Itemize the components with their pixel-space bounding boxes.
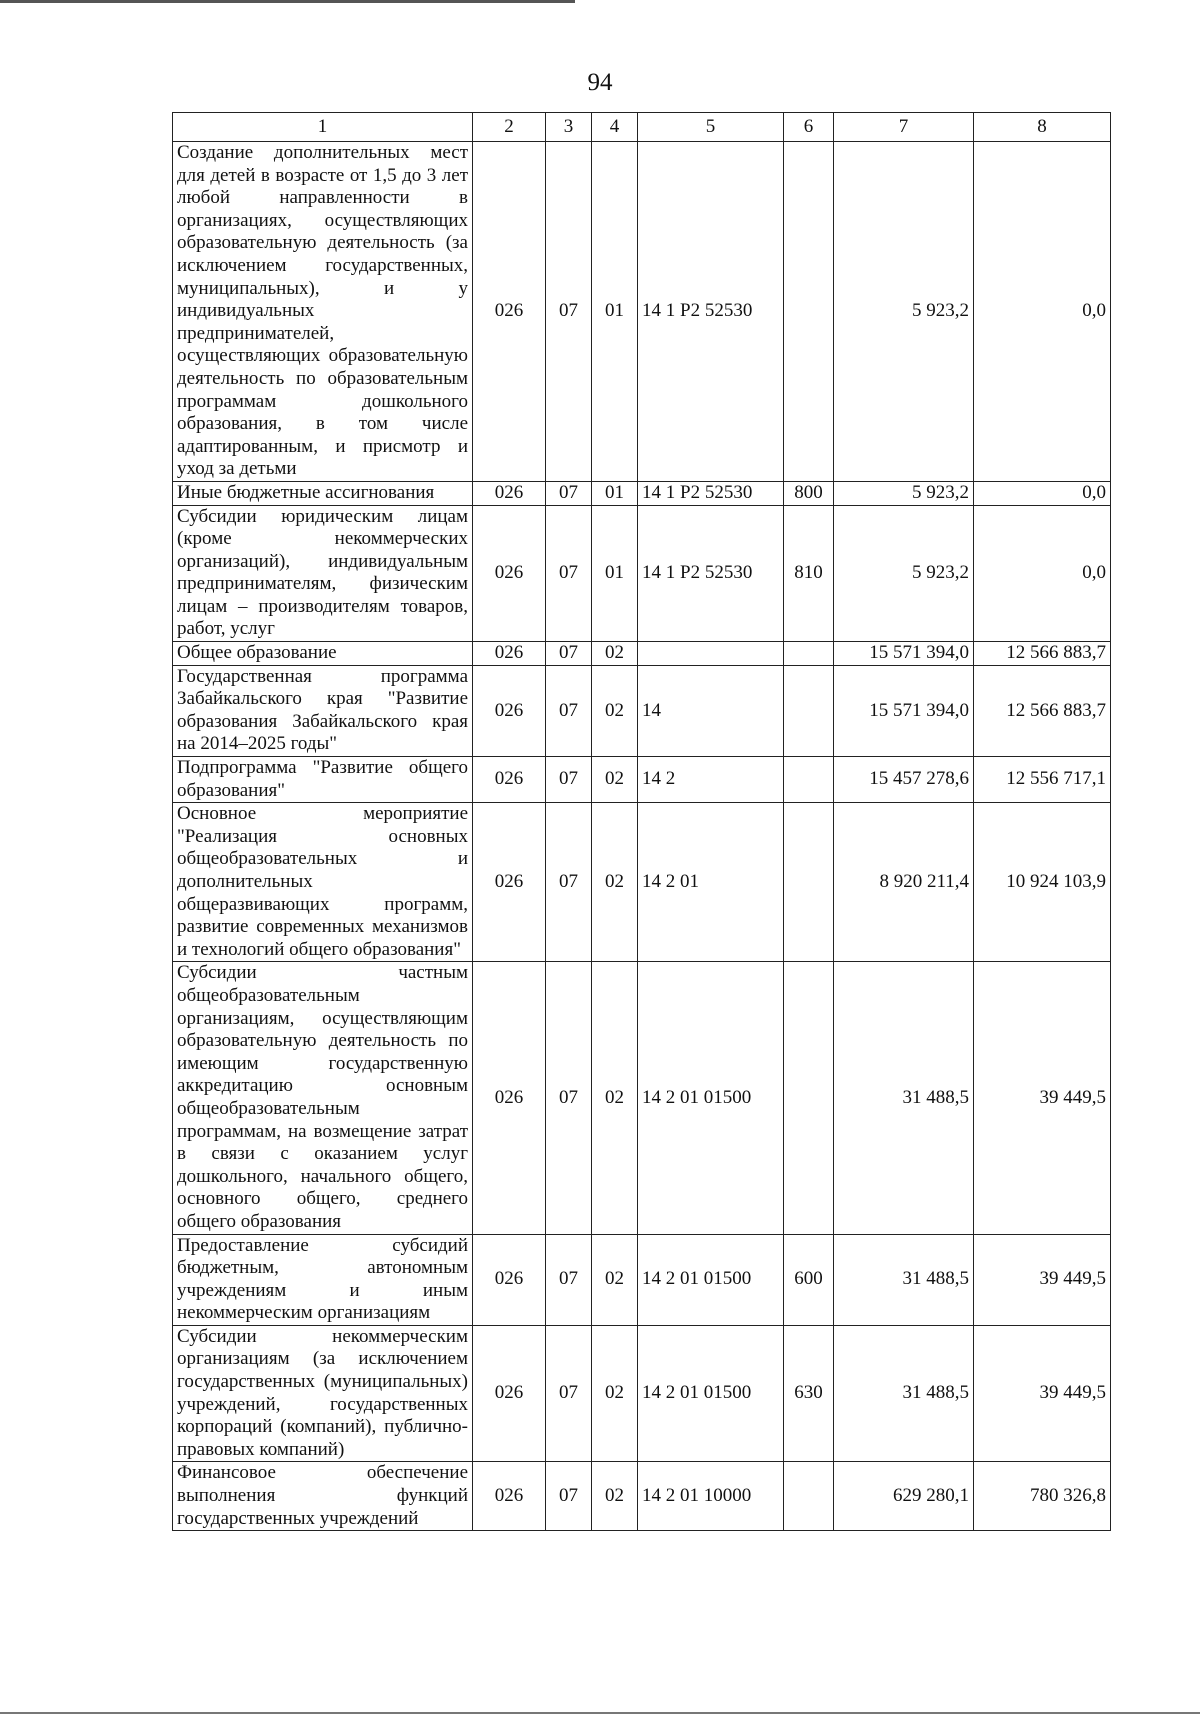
amount-col7-cell: 31 488,5 [834,962,974,1234]
amount-col7-cell: 31 488,5 [834,1234,974,1325]
amount-col7-cell: 15 571 394,0 [834,665,974,756]
column-header: 1 [173,113,473,142]
target-article-cell: 14 2 [638,757,784,803]
table-row [173,642,1111,666]
amount-col7-cell: 15 457 278,6 [834,757,974,803]
amount-col8-cell: 0,0 [974,505,1111,642]
table-row [173,1462,1111,1531]
amount-col7-cell: 629 280,1 [834,1462,974,1531]
target-article-cell [638,642,784,666]
table-row [173,505,1111,642]
budget-table [172,112,1111,1531]
amount-col8-cell: 12 566 883,7 [974,642,1111,666]
subsection-code-cell: 02 [592,1325,638,1462]
table-row [173,665,1111,756]
subsection-code-cell: 01 [592,481,638,505]
scan-bottom-rule [0,1712,1200,1714]
row-name-cell: Финансовое обеспечение выполнения функций государственных учреждений [173,1462,473,1531]
amount-col8-cell: 39 449,5 [974,1325,1111,1462]
column-header: 6 [784,113,834,142]
amount-col8-cell: 780 326,8 [974,1462,1111,1531]
expense-type-cell: 810 [784,505,834,642]
section-code-cell: 07 [546,1234,592,1325]
row-name-cell: Предоставление субсидий бюджетным, автономным учреждениям и иным некоммерческим организациям [173,1234,473,1325]
section-code-cell: 07 [546,1325,592,1462]
section-code-cell: 07 [546,642,592,666]
ministry-code-cell: 026 [473,142,546,482]
subsection-code-cell: 01 [592,142,638,482]
target-article-cell: 14 [638,665,784,756]
amount-col8-cell: 0,0 [974,142,1111,482]
section-code-cell: 07 [546,962,592,1234]
expense-type-cell: 800 [784,481,834,505]
ministry-code-cell: 026 [473,1234,546,1325]
column-header: 7 [834,113,974,142]
page-number: 94 [587,69,613,96]
target-article-cell: 14 2 01 01500 [638,1234,784,1325]
ministry-code-cell: 026 [473,1462,546,1531]
table-row [173,803,1111,962]
ministry-code-cell: 026 [473,642,546,666]
amount-col8-cell: 39 449,5 [974,1234,1111,1325]
column-header: 8 [974,113,1111,142]
amount-col8-cell: 12 566 883,7 [974,665,1111,756]
table-row [173,481,1111,505]
ministry-code-cell: 026 [473,665,546,756]
subsection-code-cell: 02 [592,1234,638,1325]
amount-col8-cell: 10 924 103,9 [974,803,1111,962]
amount-col8-cell: 12 556 717,1 [974,757,1111,803]
amount-col7-cell: 5 923,2 [834,481,974,505]
expense-type-cell: 600 [784,1234,834,1325]
subsection-code-cell: 02 [592,803,638,962]
table-row [173,962,1111,1234]
subsection-code-cell: 02 [592,665,638,756]
amount-col7-cell: 5 923,2 [834,142,974,482]
row-name-cell: Общее образование [173,642,473,666]
row-name-cell: Субсидии некоммерческим организациям (за исключением государственных (муниципальных) учреждений, государственных корпораций (компаний), публично-правовых компаний) [173,1325,473,1462]
column-header: 3 [546,113,592,142]
expense-type-cell [784,1462,834,1531]
amount-col8-cell: 39 449,5 [974,962,1111,1234]
expense-type-cell [784,803,834,962]
section-code-cell: 07 [546,803,592,962]
amount-col7-cell: 31 488,5 [834,1325,974,1462]
subsection-code-cell: 02 [592,1462,638,1531]
ministry-code-cell: 026 [473,1325,546,1462]
target-article-cell: 14 2 01 01500 [638,1325,784,1462]
section-code-cell: 07 [546,481,592,505]
table-row [173,1325,1111,1462]
column-header: 4 [592,113,638,142]
expense-type-cell [784,757,834,803]
target-article-cell: 14 1 Р2 52530 [638,142,784,482]
expense-type-cell [784,665,834,756]
row-name-cell: Иные бюджетные ассигнования [173,481,473,505]
row-name-cell: Подпрограмма "Развитие общего образования" [173,757,473,803]
row-name-cell: Субсидии юридическим лицам (кроме некоммерческих организаций), индивидуальным предпринимателям, физическим лицам – производителям товаров, работ, услуг [173,505,473,642]
section-code-cell: 07 [546,142,592,482]
row-name-cell: Государственная программа Забайкальского края "Развитие образования Забайкальского края на 2014–2025 годы" [173,665,473,756]
column-header: 2 [473,113,546,142]
ministry-code-cell: 026 [473,481,546,505]
ministry-code-cell: 026 [473,803,546,962]
subsection-code-cell: 02 [592,642,638,666]
row-name-cell: Основное мероприятие "Реализация основных общеобразовательных и дополнительных общеразвивающих программ, развитие современных механизмов и технологий общего образования" [173,803,473,962]
ministry-code-cell: 026 [473,962,546,1234]
amount-col7-cell: 8 920 211,4 [834,803,974,962]
table-row [173,142,1111,482]
expense-type-cell: 630 [784,1325,834,1462]
amount-col7-cell: 5 923,2 [834,505,974,642]
scan-top-rule [0,0,575,3]
subsection-code-cell: 02 [592,757,638,803]
amount-col7-cell: 15 571 394,0 [834,642,974,666]
expense-type-cell [784,642,834,666]
subsection-code-cell: 02 [592,962,638,1234]
section-code-cell: 07 [546,505,592,642]
ministry-code-cell: 026 [473,757,546,803]
column-header: 5 [638,113,784,142]
subsection-code-cell: 01 [592,505,638,642]
target-article-cell: 14 2 01 01500 [638,962,784,1234]
table-row [173,757,1111,803]
expense-type-cell [784,962,834,1234]
table-row [173,1234,1111,1325]
section-code-cell: 07 [546,757,592,803]
section-code-cell: 07 [546,1462,592,1531]
target-article-cell: 14 1 Р2 52530 [638,505,784,642]
amount-col8-cell: 0,0 [974,481,1111,505]
row-name-cell: Создание дополнительных мест для детей в возрасте от 1,5 до 3 лет любой направленности в организациях, осуществляющих образовательную деятельность (за исключением государственных, муниципальных), и у индивидуальных предпринимателей, осуществляющих образовательную деятельность по образовательным программам дошкольного образования, в том числе адаптированным, и присмотр и уход за детьми [173,142,473,482]
expense-type-cell [784,142,834,482]
table-header-row [173,113,1111,142]
target-article-cell: 14 2 01 10000 [638,1462,784,1531]
target-article-cell: 14 1 Р2 52530 [638,481,784,505]
ministry-code-cell: 026 [473,505,546,642]
row-name-cell: Субсидии частным общеобразовательным организациям, осуществляющим образовательную деятельность по имеющим государственную аккредитацию основным общеобразовательным программам, на возмещение затрат в связи с оказанием услуг дошкольного, начального общего, основного общего, среднего общего образования [173,962,473,1234]
target-article-cell: 14 2 01 [638,803,784,962]
section-code-cell: 07 [546,665,592,756]
